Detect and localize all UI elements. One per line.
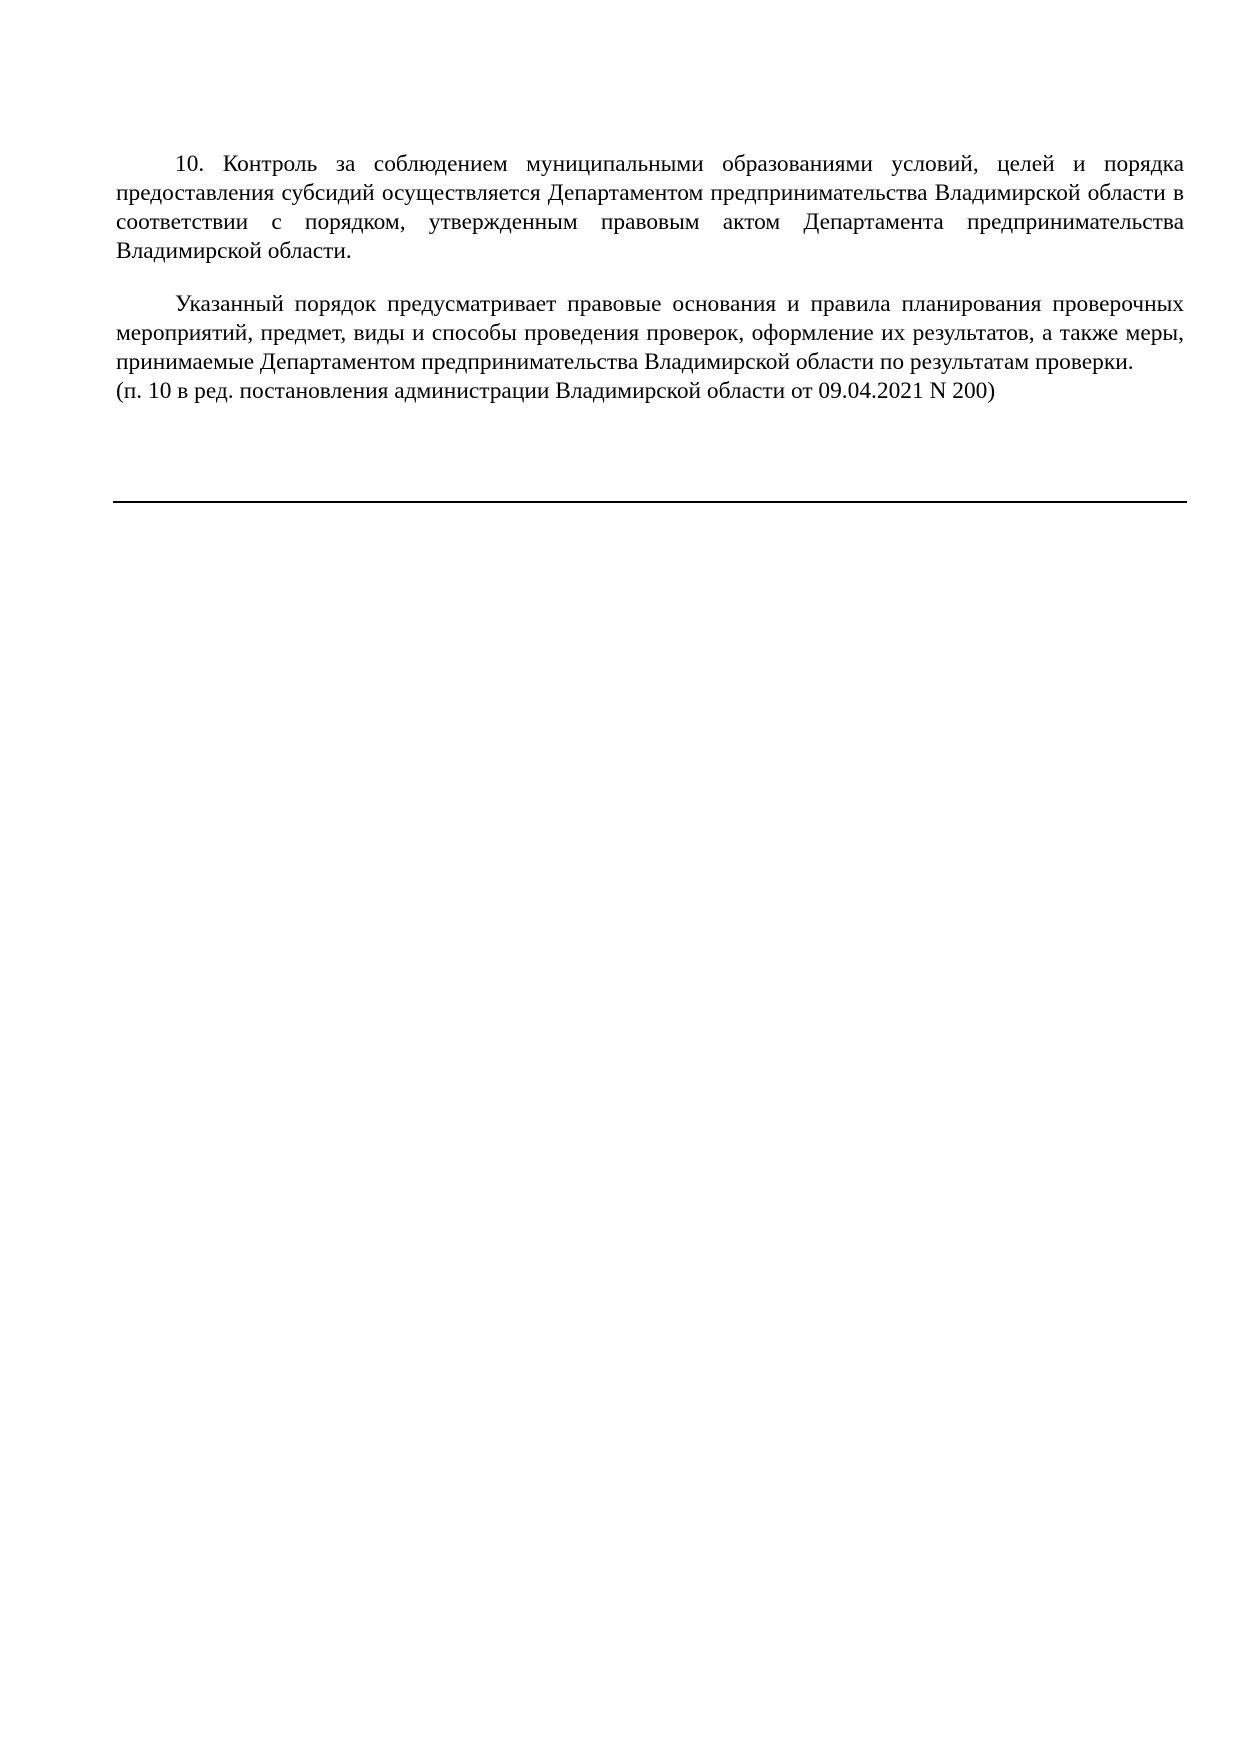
paragraph-text: 10. Контроль за соблюдением муниципальными образованиями условий, целей и порядка предоставления субсидий осуществляется Департаментом предпринимательства Владимирской области в соответствии с порядком, утвержденным правовым актом Департамента предпринимательства Владимирской области. xyxy=(116,151,1184,264)
paragraph-procedure-description xyxy=(116,290,1184,406)
horizontal-divider xyxy=(113,501,1187,503)
paragraph-text: Указанный порядок предусматривает правовые основания и правила планирования проверочных мероприятий, предмет, виды и способы проведения проверок, оформление их результатов, а также меры, принимаемые Департаментом предпринимательства Владимирской области по результатам проверки. xyxy=(116,291,1184,375)
paragraph-10-control xyxy=(116,150,1184,266)
amendment-note: (п. 10 в ред. постановления администрации Владимирской области от 09.04.2021 N 200) xyxy=(116,378,996,404)
